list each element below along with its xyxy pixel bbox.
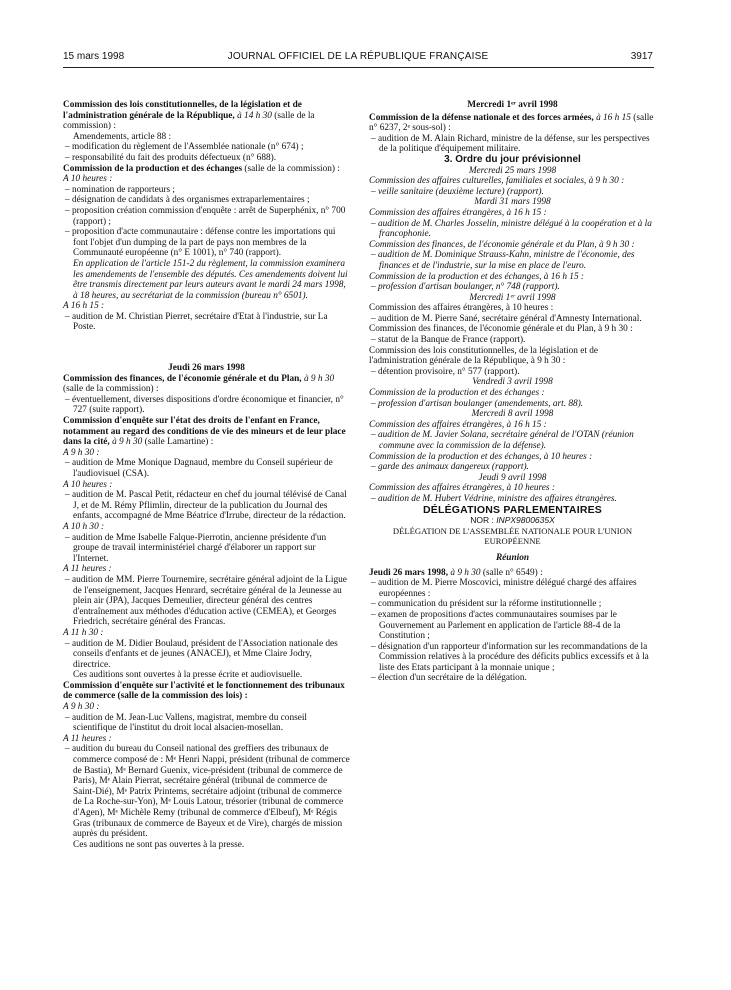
day-heading: Jeudi 26 mars 1998 bbox=[168, 363, 245, 374]
commission-heading: Commission des affaires étrangères, à 16 h 15 : bbox=[369, 207, 547, 218]
reunion-date: Jeudi 26 mars 1998, à 9 h 30 (salle n° 6549) : bbox=[369, 567, 543, 578]
reunion-heading: Réunion bbox=[495, 552, 530, 563]
commission-lois-heading: Commission des lois constitutionnelles, de la législation et de l'administration générale de la République, à 14 h 30 (salle de la commission) : bbox=[63, 100, 315, 132]
time-label: A 11 heures : bbox=[63, 564, 112, 575]
commission-heading: Commission de la production et des échanges, à 10 heures : bbox=[369, 451, 593, 462]
list-item: – audition de M. Alain Richard, ministre de la défense, sur les perspectives de la politique d'équipement militaire. bbox=[369, 134, 656, 155]
commission-heading: Commission des affaires étrangères, à 10 heures : bbox=[369, 303, 554, 314]
day-heading: Jeudi 9 avril 1998 bbox=[478, 472, 547, 483]
agenda-list bbox=[369, 250, 656, 271]
list-item: – audition de M. Pascal Petit, rédacteur en chef du journal télévisé de Canal J, et de M. Rémy Pflimlin, directeur de la publication du Journal des enfants, accompagné de Mme Béatrice d'Irrube, directeur de la rédaction. bbox=[63, 490, 350, 522]
nor-reference: NOR : INPX9800635X bbox=[470, 515, 555, 526]
audition-list bbox=[63, 744, 350, 839]
commission-heading: Commission de la production et des échanges : bbox=[369, 388, 545, 399]
agenda-list bbox=[369, 399, 656, 410]
day-heading: Mardi 31 mars 1998 bbox=[474, 197, 551, 208]
commission-lois-items bbox=[63, 142, 350, 163]
list-item: – audition de M. Pierre Sané, secrétaire général d'Amnesty International. bbox=[369, 314, 656, 325]
list-item: – désignation de candidats à des organismes extraparlementaires ; bbox=[63, 195, 350, 206]
commission-heading: Commission des finances, de l'économie générale et du Plan, à 9 h 30 : bbox=[369, 239, 635, 250]
audition-list bbox=[63, 639, 350, 671]
section-heading: 3. Ordre du jour prévisionnel bbox=[444, 153, 581, 165]
left-column bbox=[63, 100, 350, 850]
time-label: A 10 heures : bbox=[63, 479, 113, 490]
agenda-list bbox=[369, 219, 656, 240]
list-item: – audition de M. Charles Josselin, ministre délégué à la coopération et à la francophonie. bbox=[369, 219, 656, 240]
commission-production-items bbox=[63, 185, 350, 259]
audition-list bbox=[63, 490, 350, 522]
list-item: – audition de M. Jean-Luc Vallens, magistrat, membre du conseil scientifique de l'institut du droit local alsacien-mosellan. bbox=[63, 713, 350, 734]
list-item: – éventuellement, diverses dispositions d'ordre économique et financier, n° 727 (suite rapport). bbox=[63, 395, 350, 416]
journal-title: JOURNAL OFFICIEL DE LA RÉPUBLIQUE FRANÇAISE bbox=[227, 51, 489, 62]
day-heading: Vendredi 3 avril 1998 bbox=[472, 377, 553, 388]
commission-enfant-heading: Commission d'enquête sur l'état des droits de l'enfant en France, notamment au regard des conditions de vie des mineurs et de leur place dans la cité, à 9 h 30 (salle Lamartine) : bbox=[63, 416, 346, 448]
right-column bbox=[369, 100, 656, 684]
time-label: A 10 heures : bbox=[63, 174, 113, 185]
time-label: A 9 h 30 : bbox=[63, 702, 100, 713]
list-item: – audition de Mme Monique Dagnaud, membre du Conseil supérieur de l'audiovisuel (CSA). bbox=[63, 458, 350, 479]
commission-heading: Commission des finances, de l'économie générale et du Plan, à 9 h 30 : bbox=[369, 324, 633, 335]
commission-heading: Commission des lois constitutionnelles, de la législation et de l'administration générale de la République, à 9 h 30 : bbox=[369, 345, 599, 367]
header-rule bbox=[63, 67, 654, 68]
list-item: – profession d'artisan boulanger, n° 748 (rapport). bbox=[369, 282, 656, 293]
agenda-list bbox=[369, 462, 656, 473]
list-item: – profession d'artisan boulanger (amendements, art. 88). bbox=[369, 399, 656, 410]
time-label: A 10 h 30 : bbox=[63, 521, 105, 532]
delegations-heading: DÉLÉGATIONS PARLEMENTAIRES bbox=[422, 503, 603, 516]
list-item: – audition de MM. Pierre Tournemire, secrétaire général adjoint de la Ligue de l'enseignement, Jacques Henrard, secrétaire général de la Jeunesse au plein air (JPA), Jacques Demeulier, directeur général des centres d'entraînement aux méthodes d'éducation active (CEMEA), et Georges Friedrich, secrétaire général des Francas. bbox=[63, 575, 350, 628]
list-item: – audition de M. Hubert Védrine, ministre des affaires étrangères. bbox=[369, 494, 656, 505]
list-item: – audition de M. Christian Pierret, secrétaire d'Etat à l'industrie, sur La Poste. bbox=[63, 312, 350, 333]
audition-list bbox=[63, 533, 350, 565]
header-date: 15 mars 1998 bbox=[63, 51, 125, 62]
time-label: A 9 h 30 : bbox=[63, 447, 100, 458]
agenda-list bbox=[369, 430, 656, 451]
list-item: – proposition création commission d'enquête : arrêt de Superphénix, n° 700 (rapport) ; bbox=[63, 206, 350, 227]
list-item: – audition de M. Pierre Moscovici, ministre délégué chargé des affaires européennes : bbox=[369, 578, 656, 599]
agenda-list bbox=[369, 187, 656, 198]
list-item: – responsabilité du fait des produits défectueux (n° 688). bbox=[63, 153, 350, 164]
list-item: – garde des animaux dangereux (rapport). bbox=[369, 462, 656, 473]
list-item: – nomination de rapporteurs ; bbox=[63, 185, 350, 196]
page-header bbox=[63, 51, 653, 65]
commission-tribunaux-heading: Commission d'enquête sur l'activité et le fonctionnement des tribunaux de commerce (salle de la commission des lois) : bbox=[63, 680, 345, 702]
commission-defense-heading: Commission de la défense nationale et des forces armées, à 16 h 15 (salle n° 6237, 2ᵉ sous-sol) : bbox=[369, 112, 654, 134]
list-item: – audition de M. Didier Boulaud, président de l'Association nationale des conseils d'enfants et de jeunes (ANACEJ), et Mme Claire Jodry, directrice. bbox=[63, 639, 350, 671]
list-item: – communication du président sur la réforme institutionnelle ; bbox=[369, 599, 656, 610]
agenda-list bbox=[369, 282, 656, 293]
time-label: A 16 h 15 : bbox=[63, 301, 105, 312]
commission-heading: Commission des affaires étrangères, à 10 heures : bbox=[369, 483, 555, 494]
agenda-list bbox=[369, 314, 656, 325]
list-item: – audition de M. Javier Solana, secrétaire général de l'OTAN (réunion commune avec la commission de la défense). bbox=[369, 430, 656, 451]
amendment-note: En application de l'article 151-2 du règlement, la commission examinera les amendements de l'ensemble des députés. Ces amendements doivent lui être transmis directement par leurs auteurs avant le mardi 24 mars 1998, à 18 heures, au secrétariat de la commission (bureau n° 6501). bbox=[73, 258, 348, 301]
list-item: – élection d'un secrétaire de la délégation. bbox=[369, 673, 656, 684]
list-item: – désignation d'un rapporteur d'information sur les recommandations de la Commission relatives à la procédure des déficits publics excessifs et à la liste des Etats participant à la monnaie unique ; bbox=[369, 642, 656, 674]
list-item: – modification du règlement de l'Assemblée nationale (n° 674) ; bbox=[63, 142, 350, 153]
agenda-list bbox=[369, 367, 656, 378]
list-item: – audition de Mme Isabelle Falque-Pierrotin, ancienne présidente d'un groupe de travail interministériel chargé d'élaborer un rapport sur l'Internet. bbox=[63, 533, 350, 565]
list-item: – détention provisoire, n° 577 (rapport). bbox=[369, 367, 656, 378]
list-item: – audition de M. Dominique Strauss-Kahn, ministre de l'économie, des finances et de l'industrie, sur la mise en place de l'euro. bbox=[369, 250, 656, 271]
day-heading: Mercredi 1ᵉʳ avril 1998 bbox=[467, 100, 558, 110]
audition-list bbox=[63, 575, 350, 628]
list-item: – examen de propositions d'actes communautaires soumises par le Gouvernement au Parlement en application de l'article 88-4 de la Constitution ; bbox=[369, 610, 656, 642]
press-note: Ces auditions ne sont pas ouvertes à la presse. bbox=[73, 839, 245, 850]
commission-heading: Commission des affaires étrangères, à 16 h 15 : bbox=[369, 419, 547, 430]
page-number: 3917 bbox=[630, 51, 653, 62]
delegation-name: DÉLÉGATION DE L'ASSEMBLÉE NATIONALE POUR L'UNION EUROPÉENNE bbox=[392, 525, 633, 547]
day-heading: Mercredi 8 avril 1998 bbox=[471, 409, 554, 420]
commission-production-items-2 bbox=[63, 312, 350, 333]
reunion-items bbox=[369, 578, 656, 684]
agenda-list bbox=[369, 494, 656, 505]
day-heading: Mercredi 1ᵉʳ avril 1998 bbox=[469, 292, 556, 303]
time-label: A 11 heures : bbox=[63, 733, 112, 744]
commission-finances-heading: Commission des finances, de l'économie générale et du Plan, à 9 h 30 (salle de la commission) : bbox=[63, 373, 335, 395]
audition-list bbox=[63, 458, 350, 479]
list-item: – statut de la Banque de France (rapport). bbox=[369, 335, 656, 346]
agenda-list bbox=[369, 335, 656, 346]
list-item: – veille sanitaire (deuxième lecture) (rapport). bbox=[369, 187, 656, 198]
commission-finances-items bbox=[63, 395, 350, 416]
amendements-label: Amendements, article 88 : bbox=[73, 131, 172, 142]
press-note: Ces auditions sont ouvertes à la presse écrite et audiovisuelle. bbox=[73, 670, 303, 681]
commission-heading: Commission des affaires culturelles, familiales et sociales, à 9 h 30 : bbox=[369, 176, 625, 187]
time-label: A 11 h 30 : bbox=[63, 627, 104, 638]
day-heading: Mercredi 25 mars 1998 bbox=[468, 165, 557, 176]
commission-heading: Commission de la production et des échanges, à 16 h 15 : bbox=[369, 271, 585, 282]
audition-list bbox=[63, 713, 350, 734]
audition-list bbox=[369, 134, 656, 155]
list-item: – proposition d'acte communautaire : défense contre les importations qui font l'objet d'un dumping de la part de pays non membres de la Communauté européenne (n° E 1001), n° 740 (rapport). bbox=[63, 227, 350, 259]
list-item: – audition du bureau du Conseil national des greffiers des tribunaux de commerce composé de : Mᵉ Henri Nappi, président (tribunal de commerce de Bastia), Mᵉ Bernard Guenix, vice-président (tribunal de commerce de Paris), Mᵉ Alain Pierrat, secrétaire général (tribunal de commerce de Saint-Dié), Mᵉ Patrix Printems, secrétaire adjoint (tribunal de commerce de La Roche-sur-Yon), Mᵉ Louis Latour, trésorier (tribunal de commerce d'Agen), Mᵉ Michèle Remy (tribunal de commerce d'Elbeuf), Mᵉ Régis Gras (tribunaux de commerce de Bayeux et de Vire), chargés de mission auprès du président. bbox=[63, 744, 350, 839]
commission-production-heading: Commission de la production et des échanges (salle de la commission) : bbox=[63, 163, 340, 174]
